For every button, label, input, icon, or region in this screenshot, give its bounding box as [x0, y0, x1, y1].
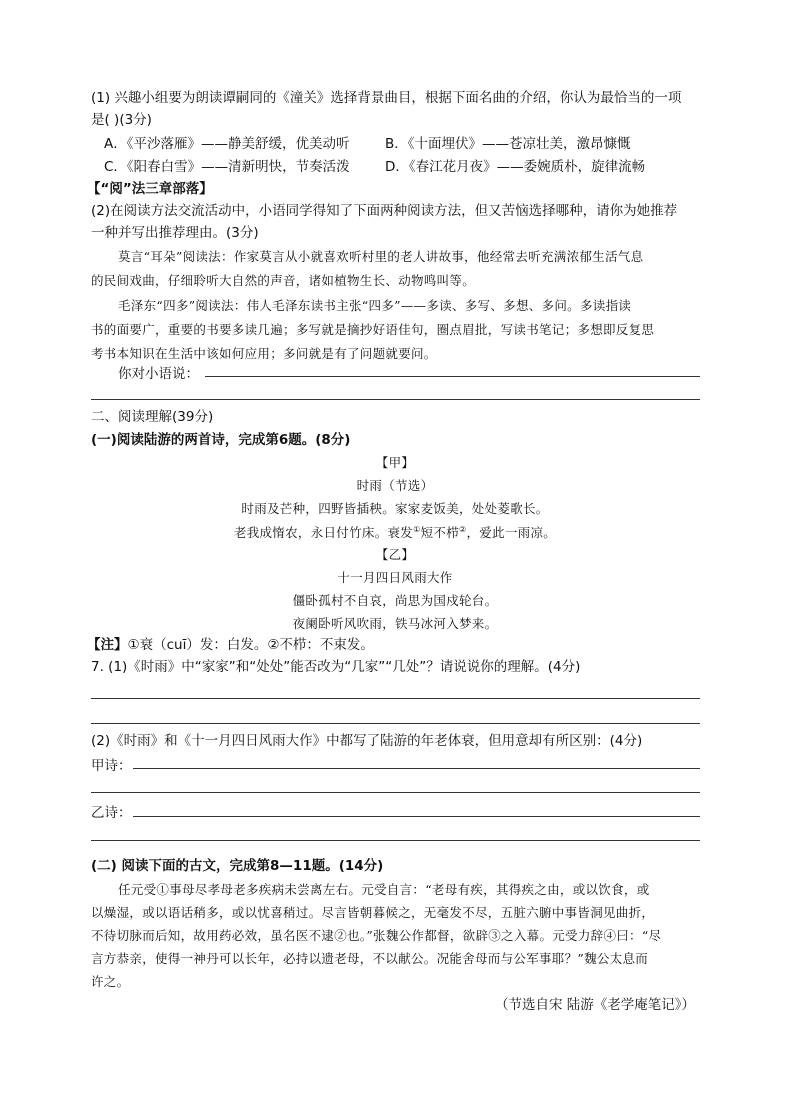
mao-method-line3: 考书本知识在生活中该如何应用；多问就是有了问题就要问。 — [91, 346, 437, 361]
classical-line4: 言方恭亲，使得一神丹可以长年，必持以遗老母，不以献公。况能舍母而与公军事耶？”魏公太息而 — [91, 951, 649, 966]
q1-option-b: B．《十面埋伏》——苍凉壮美，激昂慷慨 — [385, 136, 631, 152]
section2-title: (二) 阅读下面的古文，完成第8—11题。(14分) — [91, 858, 384, 874]
answer-label: 你对小语说： — [118, 366, 199, 382]
note-mark-2: ② — [459, 524, 467, 534]
yi-poem-label: 乙诗： — [91, 805, 132, 821]
classical-line5: 许之。 — [91, 974, 130, 989]
q7-answer-line-1[interactable] — [91, 698, 700, 699]
poem1-line2: 老我成惰农，永日付竹床。衰发①短不栉②，爱此一雨凉。 — [233, 524, 557, 540]
q1-line2: 是( )(3分) — [91, 112, 152, 128]
poem1-line1: 时雨及芒种，四野皆插秧。家家麦饭美，处处菱歌长。 — [241, 501, 549, 516]
q7-part1: 7. (1)《时雨》中“家家”和“处处”能否改为“几家”“几处”？请说说你的理解。(4分) — [91, 659, 581, 675]
answer-blank-line-2[interactable] — [91, 399, 700, 400]
jia-answer-line-2[interactable] — [91, 792, 700, 793]
q1-option-a: A．《平沙落雁》——静美舒缓，优美动听 — [104, 136, 350, 152]
answer-blank-line-1[interactable] — [205, 376, 700, 377]
q1-line1: (1) 兴趣小组要为朗读谭嗣同的《潼关》选择背景曲目，根据下面名曲的介绍，你认为最恰当的一项 — [91, 90, 682, 106]
note-mark-1: ① — [413, 524, 421, 534]
mao-method-line1: 毛泽东“四多”阅读法：伟人毛泽东读书主张“四多”——多读、多写、多想、多问。多读指读 — [118, 298, 632, 313]
q1-option-d: D．《春江花月夜》——委婉质朴，旋律流畅 — [385, 159, 646, 175]
poem2-tag: 【乙】 — [375, 547, 415, 562]
poem2-title: 十一月四日风雨大作 — [337, 570, 453, 585]
notes — [87, 636, 374, 654]
classical-source: （节选自宋 陆游《老学庵笔记》） — [494, 997, 695, 1013]
poem2-line1: 僵卧孤村不自哀，尚思为国戍轮台。 — [292, 593, 498, 608]
yi-answer-line-1[interactable] — [133, 816, 700, 817]
yi-answer-line-2[interactable] — [91, 840, 700, 841]
jia-poem-label: 甲诗： — [91, 758, 132, 774]
poem1-tag: 【甲】 — [375, 455, 415, 470]
poem2-line2: 夜阑卧听风吹雨，铁马冰河入梦来。 — [292, 616, 498, 631]
q7-part2: (2)《时雨》和《十一月四日风雨大作》中都写了陆游的年老体衰，但用意却有所区别：(4分) — [91, 733, 643, 749]
classical-line3: 不待切脉而后知，故用药必效，虽名医不逮②也。”张魏公作都督，欲辟③之入幕。元受力辞④曰：“尽 — [91, 928, 662, 943]
section1-title: (一)阅读陆游的两首诗，完成第6题。(8分) — [91, 432, 351, 448]
part2-title: 二、阅读理解(39分) — [91, 409, 214, 425]
moyan-method-line2: 的民间戏曲，仔细聆听大自然的声音，诸如植物生长、动物鸣叫等。 — [91, 273, 476, 288]
q2-line1: (2)在阅读方法交流活动中，小语同学得知了下面两种阅读方法，但又苦恼选择哪种，请你为她推荐 — [91, 203, 678, 219]
section-read-heading: 【“阅”法三章部落】 — [87, 181, 213, 197]
q7-answer-line-2[interactable] — [91, 723, 700, 724]
q2-line2: 一种并写出推荐理由。(3分) — [91, 225, 259, 241]
notes-label: 【注】 — [87, 637, 128, 653]
notes-text: ①衰（cuī）发：白发。②不栉：不束发。 — [127, 637, 374, 653]
jia-answer-line-1[interactable] — [133, 768, 700, 769]
q1-option-c: C．《阳春白雪》——清新明快，节奏活泼 — [104, 159, 350, 175]
moyan-method-line1: 莫言“耳朵”阅读法：作家莫言从小就喜欢听村里的老人讲故事，他经常去听充满浓郁生活气息 — [118, 249, 644, 264]
poem1-title: 时雨（节选） — [356, 478, 434, 493]
mao-method-line2: 书的面要广，重要的书要多读几遍；多写就是摘抄好语佳句，圈点眉批，写读书笔记；多想即反复思 — [91, 322, 655, 337]
classical-line1: 任元受①事母尽孝母老多疾病未尝离左右。元受自言：“老母有疾，其得疾之由，或以饮食，或 — [118, 882, 650, 897]
classical-line2: 以燥湿，或以语话稍多，或以忧喜稍过。尽言皆朝暮候之，无毫发不尽，五脏六腑中事皆洞见曲折， — [91, 905, 655, 920]
